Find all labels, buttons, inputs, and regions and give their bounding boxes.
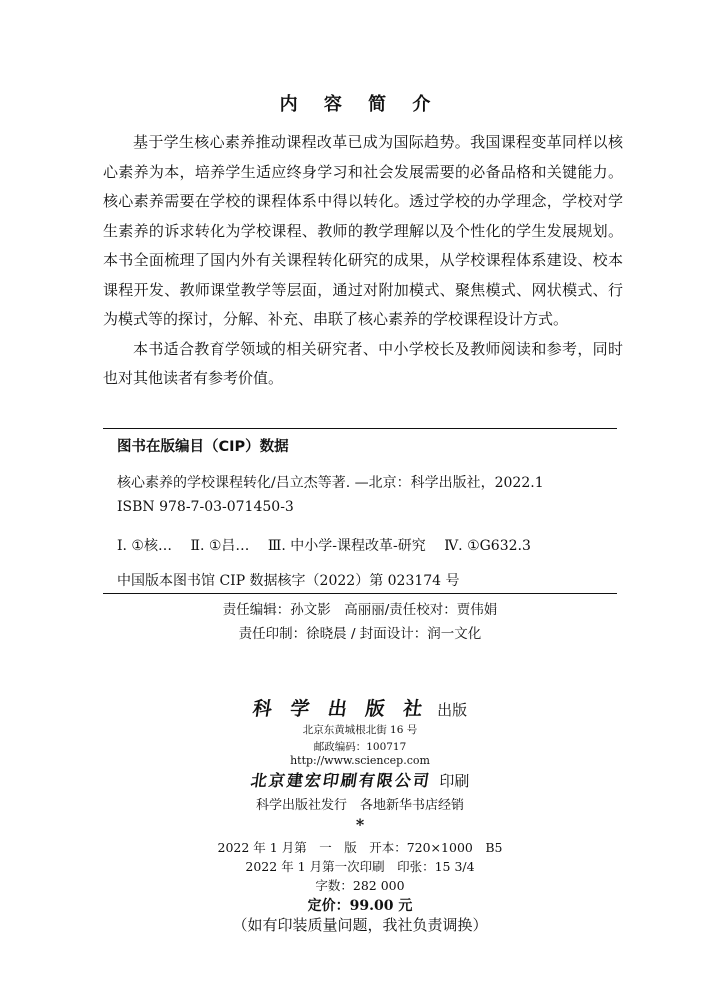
publisher-address: 北京东黄城根北街 16 号	[302, 724, 418, 736]
classification-item: Ⅲ. 中小学-课程改革-研究	[267, 538, 426, 554]
word-count: 字数：282 000	[315, 878, 405, 893]
summary-paragraph: 基于学生核心素养推动课程改革已成为国际趋势。我国课程变革同样以核心素养为本，培养学生适应终身学习和社会发展需要的必备品格和关键能力。核心素养需要在学校的课程体系中得以转化。透过学校的办学理念，学校对学生素养的诉求转化为学校课程、教师的教学理解以及个性化的学生发展规划。本书全面梳理了国内外有关课程转化研究的成果，从学校课程体系建设、校本课程开发、教师课堂教学等层面，通过对附加模式、聚焦模式、网状模式、行为模式等的探讨，分解、补充、串联了核心素养的学校课程设计方式。	[103, 133, 623, 328]
page-title: 内 容 简 介	[279, 94, 441, 115]
summary-paragraph: 本书适合教育学领域的相关研究者、中小学校长及教师阅读和参考，同时也对其他读者有参考价值。	[103, 339, 623, 387]
classification-item: Ⅱ. ①吕…	[190, 538, 250, 554]
cip-isbn: ISBN 978-7-03-071450-3	[117, 499, 294, 515]
quality-notice: （如有印装质量问题，我社负责调换）	[232, 916, 488, 934]
cip-title-line: 核心素养的学校课程转化/吕立杰等著. —北京：科学出版社，2022.1	[117, 475, 544, 491]
printer-name: 北京建宏印刷有限公司	[249, 771, 432, 790]
cip-heading: 图书在版编目（CIP）数据	[117, 439, 289, 455]
printer-line	[0, 768, 720, 791]
publisher-role: 出版	[437, 701, 468, 719]
distribution-line: 科学出版社发行 各地新华书店经销	[255, 798, 464, 813]
separator-star: *	[355, 815, 365, 834]
publisher-postcode: 邮政编码：100717	[313, 741, 407, 753]
divider	[103, 428, 617, 429]
divider	[103, 593, 617, 594]
publisher-website: http://www.sciencep.com	[290, 754, 430, 767]
classification-item: Ⅰ. ①核…	[117, 538, 172, 554]
edition-line: 2022 年 1 月第 一 版 开本：720×1000 B5	[217, 840, 503, 855]
editor-credits: 责任编辑：孙文影 高丽丽/责任校对：贾伟娟	[222, 602, 498, 618]
content-summary	[103, 128, 623, 394]
publisher-line	[0, 694, 720, 721]
price: 定价：99.00 元	[307, 898, 413, 914]
cip-classification	[117, 535, 545, 555]
publisher-logo: 科 学 出 版 社	[251, 698, 430, 720]
printing-line: 2022 年 1 月第一次印刷 印张：15 3/4	[245, 859, 475, 874]
cip-library-note: 中国版本图书馆 CIP 数据核字（2022）第 023174 号	[117, 573, 460, 589]
print-design-credits: 责任印制：徐晓晨 / 封面设计：润一文化	[238, 626, 482, 642]
printer-role: 印刷	[439, 772, 470, 790]
classification-item: Ⅳ. ①G632.3	[444, 538, 531, 554]
